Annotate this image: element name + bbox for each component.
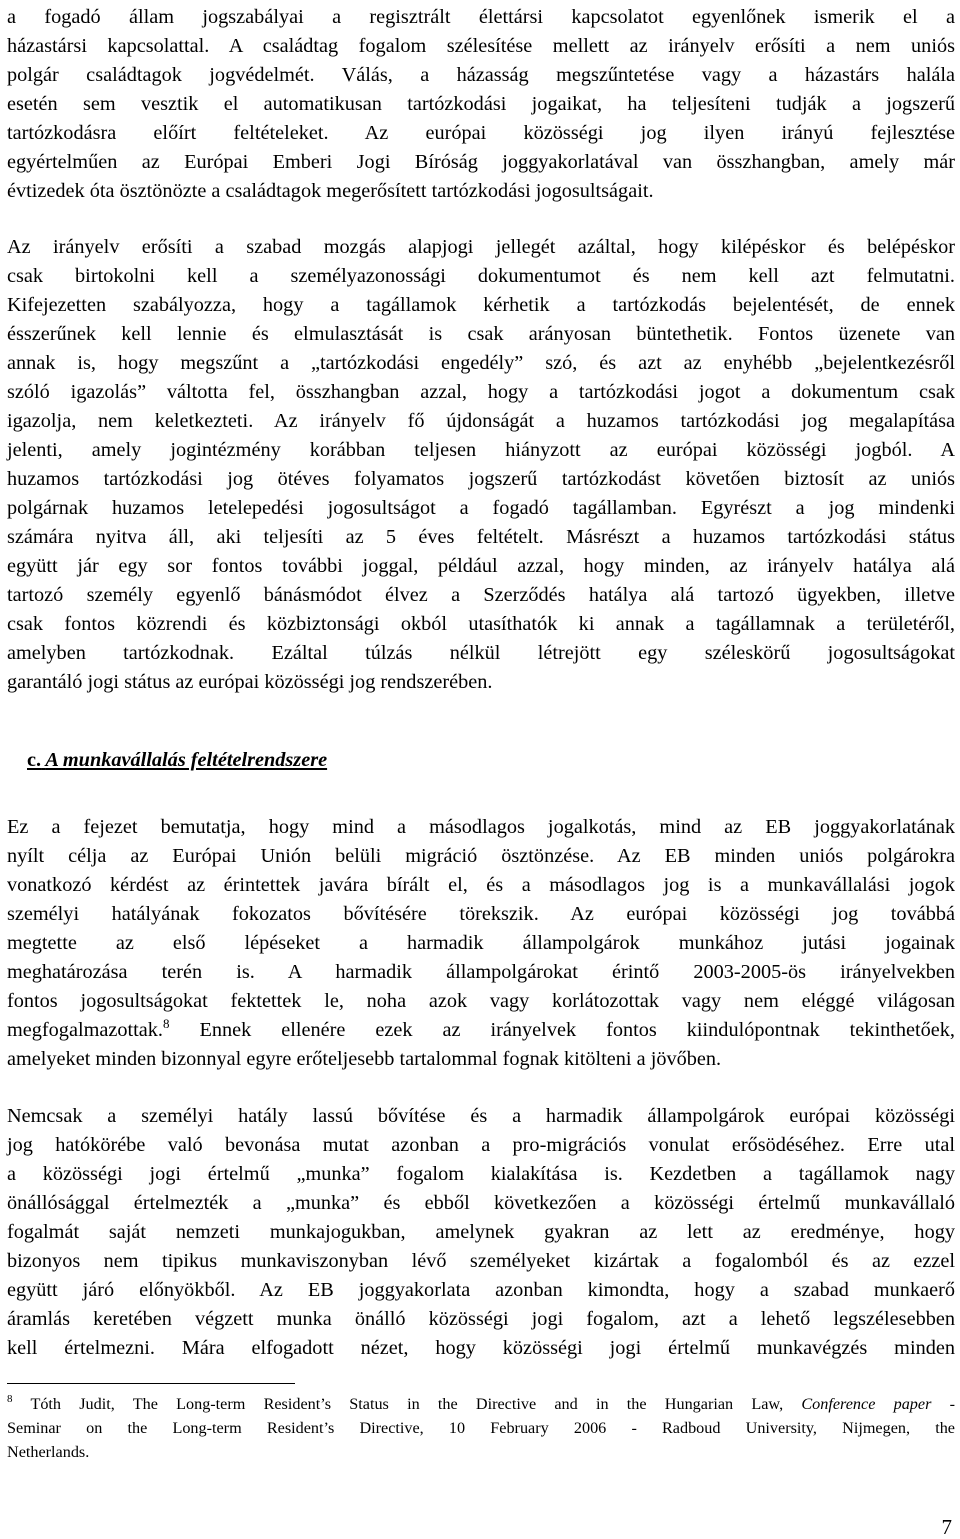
text-line: házastársi kapcsolattal. A családtag fogalom szélesítése mellett az irányelv erősíti a nem uniós <box>7 35 955 57</box>
footnote-number: 8 <box>7 1393 13 1405</box>
text-line: amelyeket minden bizonnyal egyre erőteljesebb tartalommal fognak kitölteni a jövőben. <box>7 1048 722 1070</box>
footnote-line <box>7 1392 955 1416</box>
text-line: egyértelműen az Európai Emberi Jogi Bíróság joggyakorlatával van összhangban, amely már <box>7 151 955 173</box>
section-title: A munkavállalás feltételrendszere <box>45 749 328 771</box>
text-line: együtt jár egy sor fontos további joggal, például azzal, hogy minden, az irányelv hatálya alá <box>7 555 955 577</box>
footnote-reference[interactable]: 8 <box>163 1016 170 1031</box>
text-line <box>7 1016 955 1045</box>
text-fragment: Ennek ellenére ezek az irányelvek fontos kiindulópontnak tekinthetőek, <box>169 1019 955 1041</box>
text-line: igazolja, nem keletkezteti. Az irányelv fő újdonságát a huzamos tartózkodási jog megalapítása <box>7 410 955 432</box>
text-line: polgárnak huzamos letelepedési jogosultságot a fogadó tagállamban. Egyrészt a jog mindenki <box>7 497 955 519</box>
paragraph-1 <box>7 3 955 206</box>
text-line: jelenti, amely jogintézmény korábban teljesen hiányzott az európai közösségi jogból. A <box>7 439 955 461</box>
text-line: Kifejezetten szabályozza, hogy a tagállamok kérhetik a tartózkodás bejelentését, de ennek <box>7 294 955 316</box>
paragraph-3 <box>7 813 955 1074</box>
text-line: Nemcsak a személyi hatály lassú bővítése és a harmadik állampolgárok európai közösségi <box>7 1105 955 1127</box>
text-line: kell értelmezni. Mára elfogadott nézet, hogy közösségi jogi értelmű munkavégzés minden <box>7 1337 955 1359</box>
section-heading <box>27 746 327 775</box>
text-line: tartozó személy egyenlő bánásmódot élvez a Szerződés hatálya alá tartozó ügyekben, illetve <box>7 584 955 606</box>
text-line: amelyben tartózkodnak. Ezáltal túlzás nélkül létrejött egy széleskörű jogosultságokat <box>7 642 955 664</box>
section-number: c. <box>27 749 42 771</box>
text-line: ésszerűnek kell lennie és elmulasztását is csak arányosan büntethetik. Fontos üzenete van <box>7 323 955 345</box>
text-line: bizonyos nem tipikus munkaviszonyban lévő személyeket kizártak a fogalomból és az ezzel <box>7 1250 955 1272</box>
text-line: évtizedek óta ösztönözte a családtagok megerősített tartózkodási jogosultságait. <box>7 180 654 202</box>
text-line: meghatározása terén is. A harmadik állampolgárokat érintő 2003-2005-ös irányelvekben <box>7 961 955 983</box>
text-line: garantáló jogi státus az európai közösségi jog rendszerében. <box>7 671 493 693</box>
text-line: vonatkozó kérdést az érintettek javára bírált el, és a másodlagos jog is a munkavállalási jogok <box>7 874 955 896</box>
footnote-separator <box>7 1383 295 1384</box>
paragraph-4 <box>7 1102 955 1363</box>
text-line: jog hatókörébe való bevonása mutat azonban a pro-migrációs vonulat erősödéséhez. Erre utal <box>7 1134 955 1156</box>
text-line: fogalmát saját nemzeti munkajogukban, amelynek gyakran az lett az eredménye, hogy <box>7 1221 955 1243</box>
footnote-text: - <box>931 1395 955 1413</box>
footnote-text: Tóth Judit, The Long-term Resident’s Status in the Directive and in the Hungarian Law, <box>12 1395 802 1413</box>
page-number: 7 <box>941 1515 952 1539</box>
text-fragment: megfogalmazottak. <box>7 1019 163 1041</box>
text-line: önállósággal értelmezték a „munka” és ebből következően a közösségi értelmű munkavállaló <box>7 1192 955 1214</box>
text-line: tartózkodásra előírt feltételeket. Az európai közösségi jog ilyen irányú fejlesztése <box>7 122 955 144</box>
footnote-italic-text: Conference paper <box>801 1395 932 1413</box>
text-line: áramlás keretében végzett munka önálló közösségi jogi fogalom, azt a lehető legszélesebben <box>7 1308 955 1330</box>
footnote-line: Netherlands. <box>7 1443 90 1461</box>
text-line: szóló igazolás” váltotta fel, összhangban azzal, hogy a tartózkodási jogot a dokumentum csak <box>7 381 955 403</box>
text-line: csak fontos közrendi és közbiztonsági okból utasíthatók ki annak a tagállamnak a területéről, <box>7 613 955 635</box>
footnote-line: Seminar on the Long-term Resident’s Directive, 10 February 2006 - Radboud University, Nijmegen, the <box>7 1419 955 1437</box>
text-line: fontos jogosultságokat fektettek le, noha azok vagy korlátozottak vagy nem eléggé világosan <box>7 990 955 1012</box>
text-line: együtt járó előnyökből. Az EB joggyakorlata azonban kimondta, hogy a szabad munkaerő <box>7 1279 955 1301</box>
text-line: megtette az első lépéseket a harmadik állampolgárok munkához jutási jogainak <box>7 932 955 954</box>
text-line: személyi hatályának fokozatos bővítésére törekszik. Az európai közösségi jog továbbá <box>7 903 955 925</box>
text-line: nyílt célja az Európai Unión belüli migráció ösztönzése. Az EB minden uniós polgárokra <box>7 845 955 867</box>
text-line: Az irányelv erősíti a szabad mozgás alapjogi jellegét azáltal, hogy kilépéskor és belépéskor <box>7 236 955 258</box>
text-line: Ez a fejezet bemutatja, hogy mind a másodlagos jogalkotás, mind az EB joggyakorlatának <box>7 816 955 838</box>
text-line: esetén sem vesztik el automatikusan tartózkodási jogaikat, ha teljesíteni tudják a jogszerű <box>7 93 955 115</box>
text-line: huzamos tartózkodási jog ötéves folyamatos jogszerű tartózkodást követően biztosít az uniós <box>7 468 955 490</box>
text-line: számára nyitva áll, aki teljesíti az 5 éves feltételt. Másrészt a huzamos tartózkodási státus <box>7 526 955 548</box>
text-line: polgár családtagok jogvédelmét. Válás, a házasság megszűntetése vagy a házastárs halála <box>7 64 955 86</box>
text-line: a fogadó állam jogszabályai a regisztrált élettársi kapcsolatot egyenlőnek ismerik el a <box>7 6 955 28</box>
text-line: annak is, hogy megszűnt a „tartózkodási engedély” szó, és azt az enyhébb „bejelentkezésről <box>7 352 955 374</box>
text-line: csak birtokolni kell a személyazonossági dokumentumot és nem kell azt felmutatni. <box>7 265 955 287</box>
text-line: a közösségi jogi értelmű „munka” fogalom kialakítása is. Kezdetben a tagállamok nagy <box>7 1163 955 1185</box>
footnote-8 <box>7 1392 955 1464</box>
paragraph-2 <box>7 233 955 697</box>
